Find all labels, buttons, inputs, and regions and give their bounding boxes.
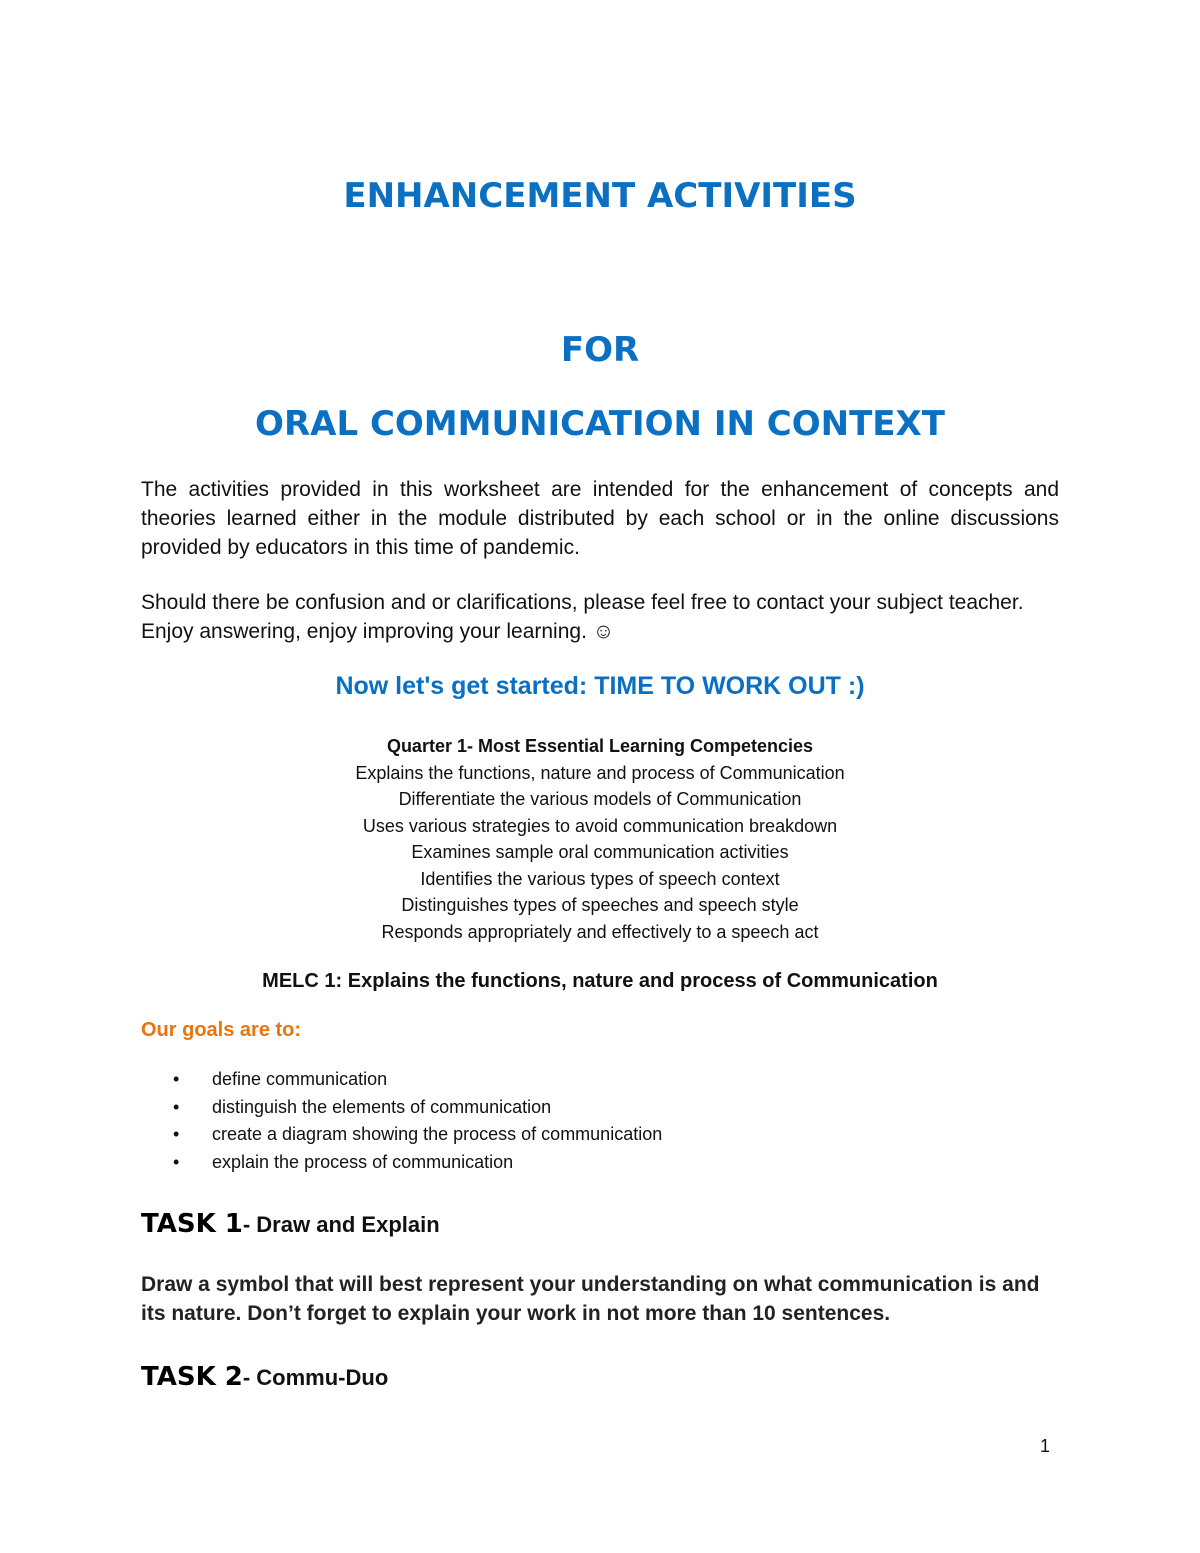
goal-item-text: define communication	[212, 1069, 388, 1089]
bullet-icon: •	[173, 1096, 180, 1117]
bullet-icon: •	[173, 1069, 180, 1089]
task1-heading	[141, 1209, 440, 1239]
melc-item: Uses various strategies to avoid communication breakdown	[362, 815, 838, 836]
page-number: 1	[1040, 1436, 1051, 1456]
melc-item: Responds appropriately and effectively to a speech act	[381, 921, 819, 942]
goal-item-text: explain the process of communication	[212, 1151, 514, 1172]
intro-note	[141, 588, 1059, 646]
melc-list	[0, 733, 1200, 945]
task2-heading	[141, 1362, 388, 1392]
document-title-for: FOR	[560, 330, 640, 370]
task2-label: TASK 2	[141, 1362, 243, 1392]
melc-item: Examines sample oral communication activities	[411, 842, 789, 862]
goal-item	[141, 1149, 662, 1177]
melc1-heading: MELC 1: Explains the functions, nature and process of Communication	[262, 970, 938, 992]
task1-instructions: Draw a symbol that will best represent your understanding on what communication is and its nature. Don’t forget to explain your work in not more than 10 sentences.	[141, 1273, 1040, 1325]
goals-heading: Our goals are to:	[141, 1019, 302, 1041]
melc-item: Identifies the various types of speech context	[420, 868, 780, 889]
task2-name: - Commu-Duo	[242, 1365, 389, 1390]
bullet-icon: •	[173, 1124, 180, 1144]
intro-note-line2: Enjoy answering, enjoy improving your learning. ☺	[141, 620, 615, 643]
intro-paragraph: The activities provided in this worksheet are intended for the enhancement of concepts and theories learned either in the module distributed by each school or in the online discussions provided by educators in this time of pandemic.	[141, 478, 1059, 559]
start-heading: Now let's get started: TIME TO WORK OUT :)	[335, 672, 865, 700]
intro-note-line1: Should there be confusion and or clarifications, please feel free to contact your subject teacher.	[141, 591, 1024, 614]
document-subject-title: ORAL COMMUNICATION IN CONTEXT	[255, 404, 945, 444]
melc-item: Distinguishes types of speeches and speech style	[401, 895, 799, 915]
task1-label: TASK 1	[141, 1209, 243, 1239]
melc-item: Differentiate the various models of Communication	[398, 789, 802, 809]
goal-item-text: distinguish the elements of communication	[212, 1096, 552, 1117]
bullet-icon: •	[173, 1151, 180, 1172]
task1-name: - Draw and Explain	[242, 1212, 440, 1237]
melc-list-title: Quarter 1- Most Essential Learning Competencies	[386, 736, 814, 756]
goals-list	[141, 1066, 662, 1176]
goal-item	[141, 1121, 662, 1149]
goal-item	[141, 1094, 662, 1122]
document-title: ENHANCEMENT ACTIVITIES	[343, 176, 857, 216]
goal-item-text: create a diagram showing the process of communication	[212, 1124, 663, 1144]
melc-item: Explains the functions, nature and process of Communication	[355, 762, 845, 783]
goal-item	[141, 1066, 662, 1094]
